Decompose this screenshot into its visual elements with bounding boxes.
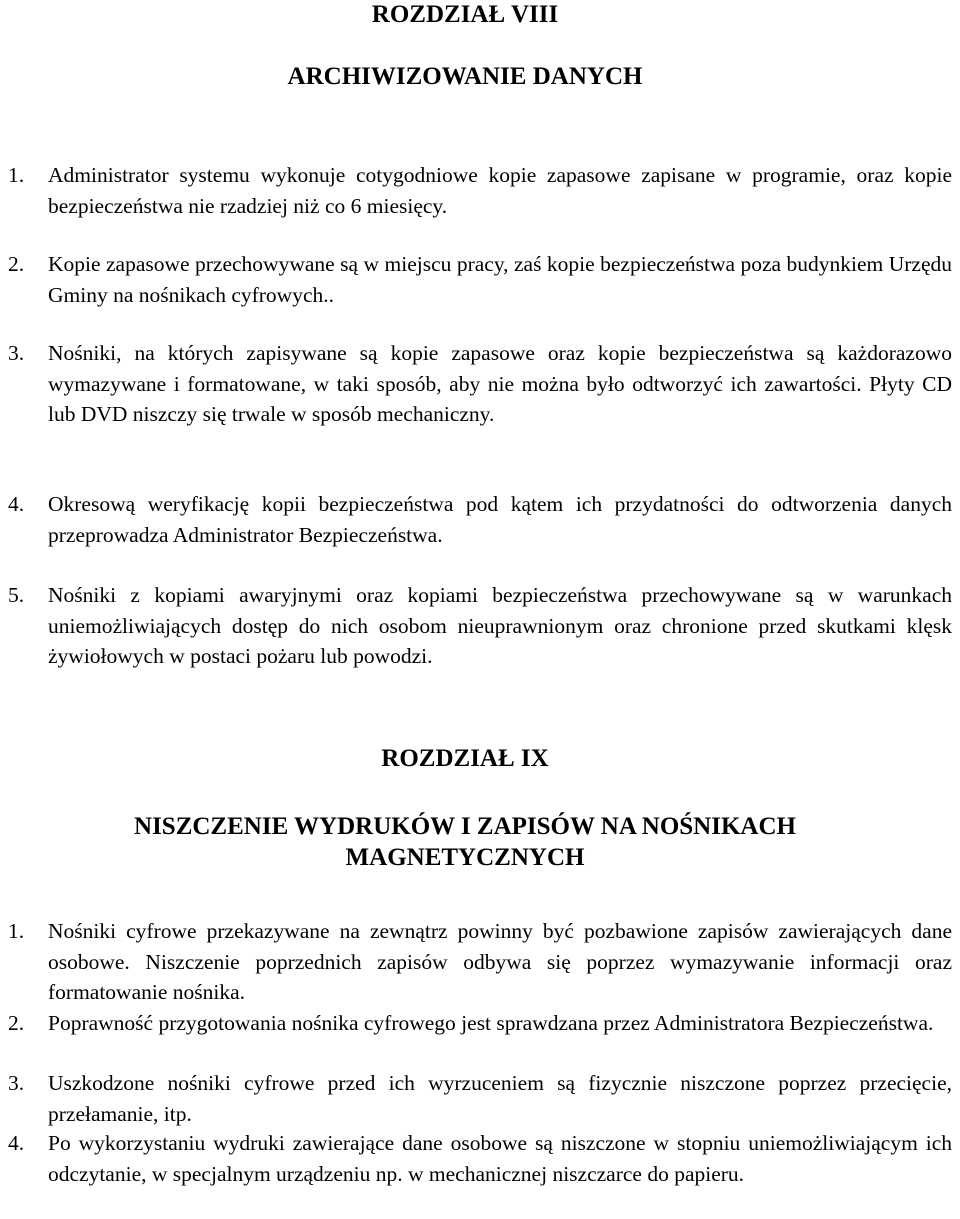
item-text: Okresową weryfikację kopii bezpieczeństwa pod kątem ich przydatności do odtworzenia danych przeprowadza Administrator Bezpieczeństwa. — [48, 492, 952, 547]
item-text: Administrator systemu wykonuje cotygodniowe kopie zapasowe zapisane w programie, oraz kopie bezpieczeństwa nie rzadziej niż co 6 miesięcy. — [48, 163, 952, 218]
item-number: 4. — [8, 492, 25, 516]
item-text: Kopie zapasowe przechowywane są w miejscu pracy, zaś kopie bezpieczeństwa poza budynkiem Urzędu Gminy na nośnikach cyfrowych.. — [48, 252, 952, 307]
item-number: 1. — [8, 919, 25, 943]
list-item — [8, 580, 952, 672]
item-number: 3. — [8, 1071, 25, 1095]
list-item — [8, 160, 952, 221]
list-item — [8, 1008, 952, 1039]
list-item — [8, 489, 952, 550]
item-number: 5. — [8, 583, 25, 607]
item-text: Nośniki cyfrowe przekazywane na zewnątrz powinny być pozbawione zapisów zawierających dane osobowe. Niszczenie poprzednich zapisów odbywa się poprzez wymazywanie informacji oraz formatowanie nośnika. — [48, 919, 952, 1004]
list-item — [8, 916, 952, 1008]
item-number: 4. — [8, 1131, 25, 1155]
item-text: Uszkodzone nośniki cyfrowe przed ich wyrzuceniem są fizycznie niszczone poprzez przecięcie, przełamanie, itp. — [48, 1071, 952, 1126]
chapter-9-subtitle-line2: MAGNETYCZNYCH — [345, 844, 585, 871]
chapter-8-title: ROZDZIAŁ VIII — [371, 1, 559, 28]
item-text: Po wykorzystaniu wydruki zawierające dane osobowe są niszczone w stopniu uniemożliwiającym ich odczytanie, w specjalnym urządzeniu np. w mechanicznej niszczarce do papieru. — [48, 1131, 952, 1186]
list-item — [8, 1068, 952, 1129]
item-text: Nośniki z kopiami awaryjnymi oraz kopiami bezpieczeństwa przechowywane są w warunkach uniemożliwiających dostęp do nich osobom nieuprawnionym oraz chronione przed skutkami klęsk żywiołowych w postaci pożaru lub powodzi. — [48, 583, 952, 668]
list-item — [8, 338, 952, 430]
chapter-9-subtitle-line1: NISZCZENIE WYDRUKÓW I ZAPISÓW NA NOŚNIKACH — [134, 813, 796, 840]
list-item — [8, 249, 952, 310]
item-text: Poprawność przygotowania nośnika cyfrowego jest sprawdzana przez Administratora Bezpieczeństwa. — [48, 1011, 934, 1035]
item-number: 1. — [8, 163, 25, 187]
item-number: 2. — [8, 252, 25, 276]
item-number: 3. — [8, 341, 25, 365]
item-number: 2. — [8, 1011, 25, 1035]
chapter-9-title: ROZDZIAŁ IX — [381, 745, 549, 772]
item-text: Nośniki, na których zapisywane są kopie zapasowe oraz kopie bezpieczeństwa są każdorazowo wymazywane i formatowane, w taki sposób, aby nie można było odtworzyć ich zawartości. Płyty CD lub DVD niszczy się trwale w sposób mechaniczny. — [48, 341, 952, 426]
list-item — [8, 1128, 952, 1189]
chapter-8-subtitle: ARCHIWIZOWANIE DANYCH — [287, 63, 643, 90]
